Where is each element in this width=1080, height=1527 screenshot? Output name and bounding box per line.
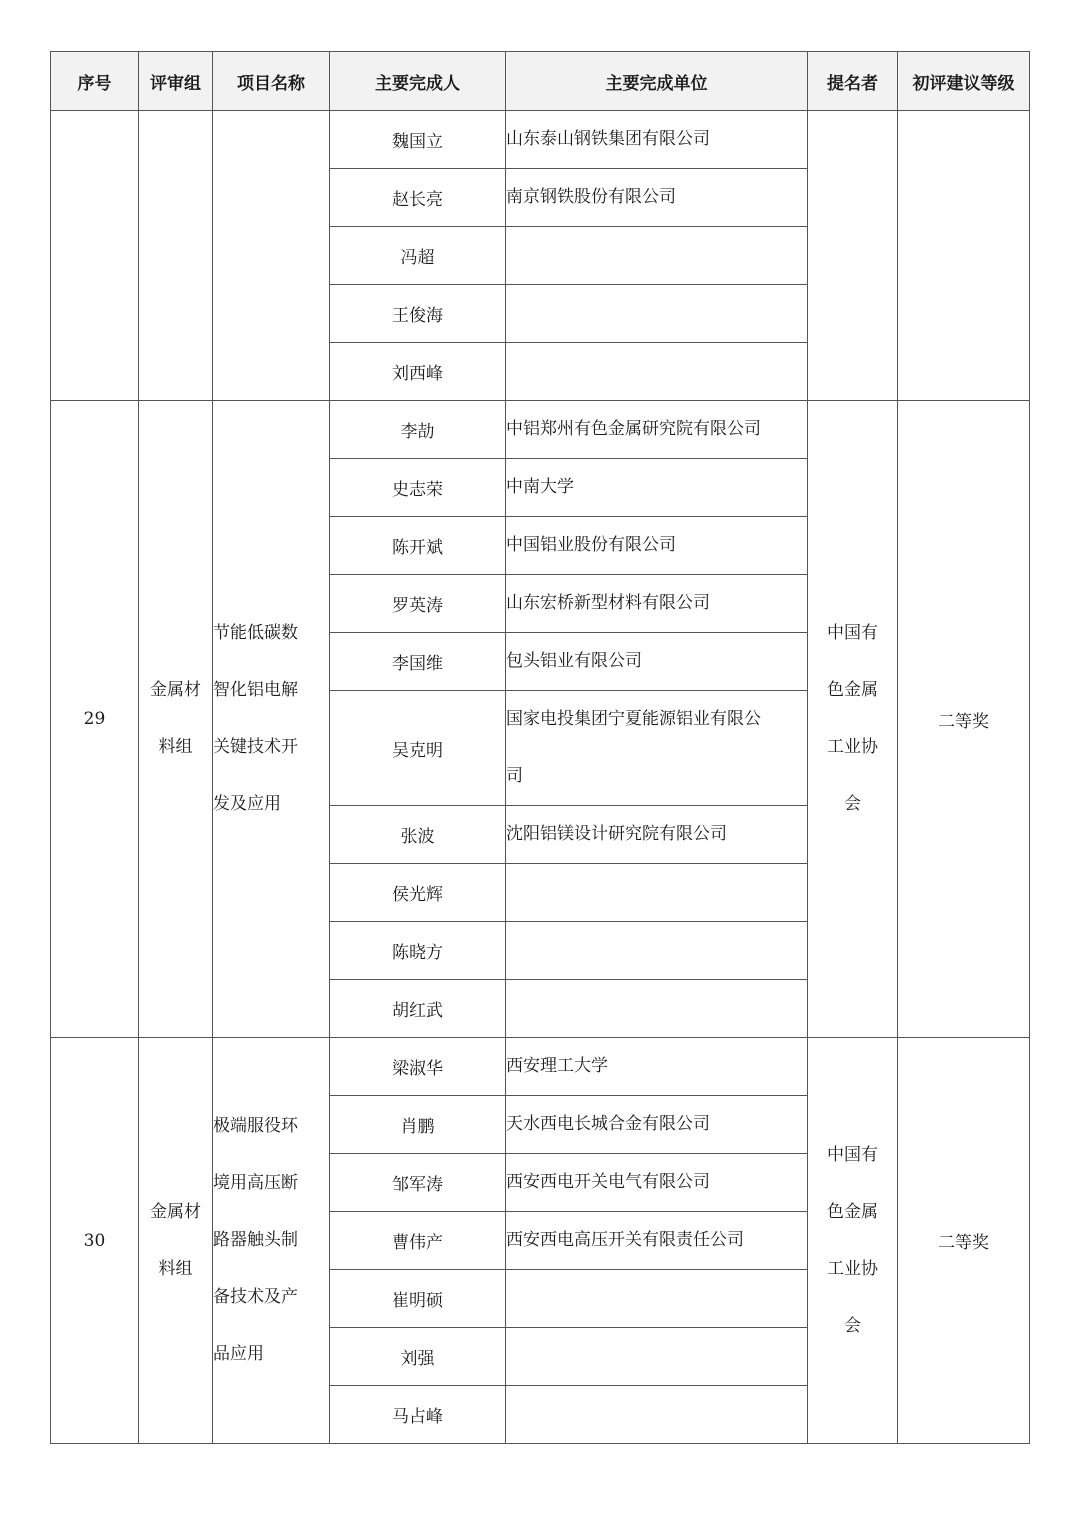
header-project-name: 项目名称: [213, 52, 330, 111]
cell-line: 智化铝电解: [213, 680, 298, 700]
unit-cell: [506, 1096, 808, 1154]
number-cell: 30: [51, 1038, 139, 1444]
cell-line: 料组: [158, 737, 193, 757]
person-cell: 崔明硕: [330, 1270, 506, 1328]
unit-cell: [506, 1386, 808, 1444]
unit-cell: [506, 459, 808, 517]
cell-line: 西安西电高压开关有限责任公司: [506, 1230, 744, 1250]
cell-line: 路器触头制: [213, 1230, 298, 1250]
person-cell: 吴克明: [330, 691, 506, 806]
unit-cell: [506, 864, 808, 922]
unit-cell: [506, 343, 808, 401]
cell-line: 西安西电开关电气有限公司: [506, 1172, 710, 1192]
unit-cell: [506, 227, 808, 285]
cell-line: 工业协: [827, 737, 878, 757]
unit-cell: [506, 691, 808, 806]
project-name-cell: [213, 1038, 330, 1444]
unit-cell: [506, 922, 808, 980]
person-cell: 李劼: [330, 401, 506, 459]
number-cell: [51, 111, 139, 401]
cell-line: 工业协: [827, 1258, 878, 1279]
awards-table: [50, 51, 1030, 1444]
unit-cell: [506, 1212, 808, 1270]
cell-line: 中南大学: [506, 477, 574, 497]
project-name-cell: [213, 401, 330, 1038]
unit-cell: [506, 1154, 808, 1212]
cell-line: 沈阳铝镁设计研究院有限公司: [506, 824, 727, 844]
unit-cell: [506, 980, 808, 1038]
cell-line: 国家电投集团宁夏能源铝业有限公: [506, 709, 761, 729]
unit-cell: [506, 806, 808, 864]
person-cell: 刘强: [330, 1328, 506, 1386]
unit-cell: [506, 1328, 808, 1386]
header-main-persons: 主要完成人: [330, 52, 506, 111]
nominator-cell: [808, 111, 898, 401]
header-row: [51, 52, 1030, 111]
nominator-cell: [808, 401, 898, 1038]
unit-cell: 南京钢铁股份有限公司: [506, 169, 808, 227]
person-cell: 王俊海: [330, 285, 506, 343]
person-cell: 史志荣: [330, 459, 506, 517]
unit-cell: [506, 401, 808, 459]
unit-cell: [506, 517, 808, 575]
cell-line: 会: [844, 794, 861, 814]
cell-line: 金属材: [150, 680, 201, 700]
unit-cell: 山东泰山钢铁集团有限公司: [506, 111, 808, 169]
header-main-units: 主要完成单位: [506, 52, 808, 111]
person-cell: 胡红武: [330, 980, 506, 1038]
person-cell: 罗英涛: [330, 575, 506, 633]
cell-line: 会: [844, 1315, 861, 1336]
cell-line: 境用高压断: [213, 1173, 298, 1193]
group-cell: [139, 401, 213, 1038]
group-cell: [139, 1038, 213, 1444]
level-cell: 二等奖: [898, 1038, 1030, 1444]
group-cell: [139, 111, 213, 401]
level-cell: 二等奖: [898, 401, 1030, 1038]
cell-line: 料组: [158, 1258, 193, 1279]
cell-line: 天水西电长城合金有限公司: [506, 1114, 710, 1134]
cell-line: 中铝郑州有色金属研究院有限公司: [506, 419, 761, 439]
person-cell: 曹伟产: [330, 1212, 506, 1270]
person-cell: 魏国立: [330, 111, 506, 169]
cell-line: 发及应用: [213, 794, 281, 814]
header-number: 序号: [51, 52, 139, 111]
cell-line: 极端服役环: [213, 1116, 298, 1136]
person-cell: 梁淑华: [330, 1038, 506, 1096]
person-cell: 邹军涛: [330, 1154, 506, 1212]
cell-line: 节能低碳数: [213, 623, 298, 643]
unit-cell: [506, 633, 808, 691]
table-body: [51, 111, 1030, 1444]
cell-line: 备技术及产: [213, 1287, 298, 1307]
unit-cell: [506, 1038, 808, 1096]
cell-line: 色金属: [827, 680, 878, 700]
table-row: [51, 401, 1030, 459]
person-cell: 侯光辉: [330, 864, 506, 922]
nominator-cell: [808, 1038, 898, 1444]
cell-line: 山东宏桥新型材料有限公司: [506, 593, 710, 613]
person-cell: 陈晓方: [330, 922, 506, 980]
person-cell: 李国维: [330, 633, 506, 691]
cell-line: 色金属: [827, 1201, 878, 1222]
header-group: 评审组: [139, 52, 213, 111]
person-cell: 肖鹏: [330, 1096, 506, 1154]
level-cell: [898, 111, 1030, 401]
cell-line: 西安理工大学: [506, 1056, 608, 1076]
table-row: [51, 1038, 1030, 1096]
person-cell: 刘西峰: [330, 343, 506, 401]
person-cell: 冯超: [330, 227, 506, 285]
person-cell: 赵长亮: [330, 169, 506, 227]
table-row: [51, 111, 1030, 169]
cell-line: 金属材: [150, 1201, 201, 1222]
header-nominator: 提名者: [808, 52, 898, 111]
cell-line: 司: [506, 766, 523, 786]
cell-line: 品应用: [213, 1344, 264, 1364]
project-name-cell: [213, 111, 330, 401]
person-cell: 陈开斌: [330, 517, 506, 575]
unit-cell: [506, 575, 808, 633]
header-level: 初评建议等级: [898, 52, 1030, 111]
cell-line: 中国有: [827, 1144, 878, 1165]
unit-cell: [506, 1270, 808, 1328]
cell-line: 包头铝业有限公司: [506, 651, 642, 671]
unit-cell: [506, 285, 808, 343]
number-cell: 29: [51, 401, 139, 1038]
person-cell: 马占峰: [330, 1386, 506, 1444]
cell-line: 关键技术开: [213, 737, 298, 757]
cell-line: 中国铝业股份有限公司: [506, 535, 676, 555]
cell-line: 中国有: [827, 623, 878, 643]
person-cell: 张波: [330, 806, 506, 864]
